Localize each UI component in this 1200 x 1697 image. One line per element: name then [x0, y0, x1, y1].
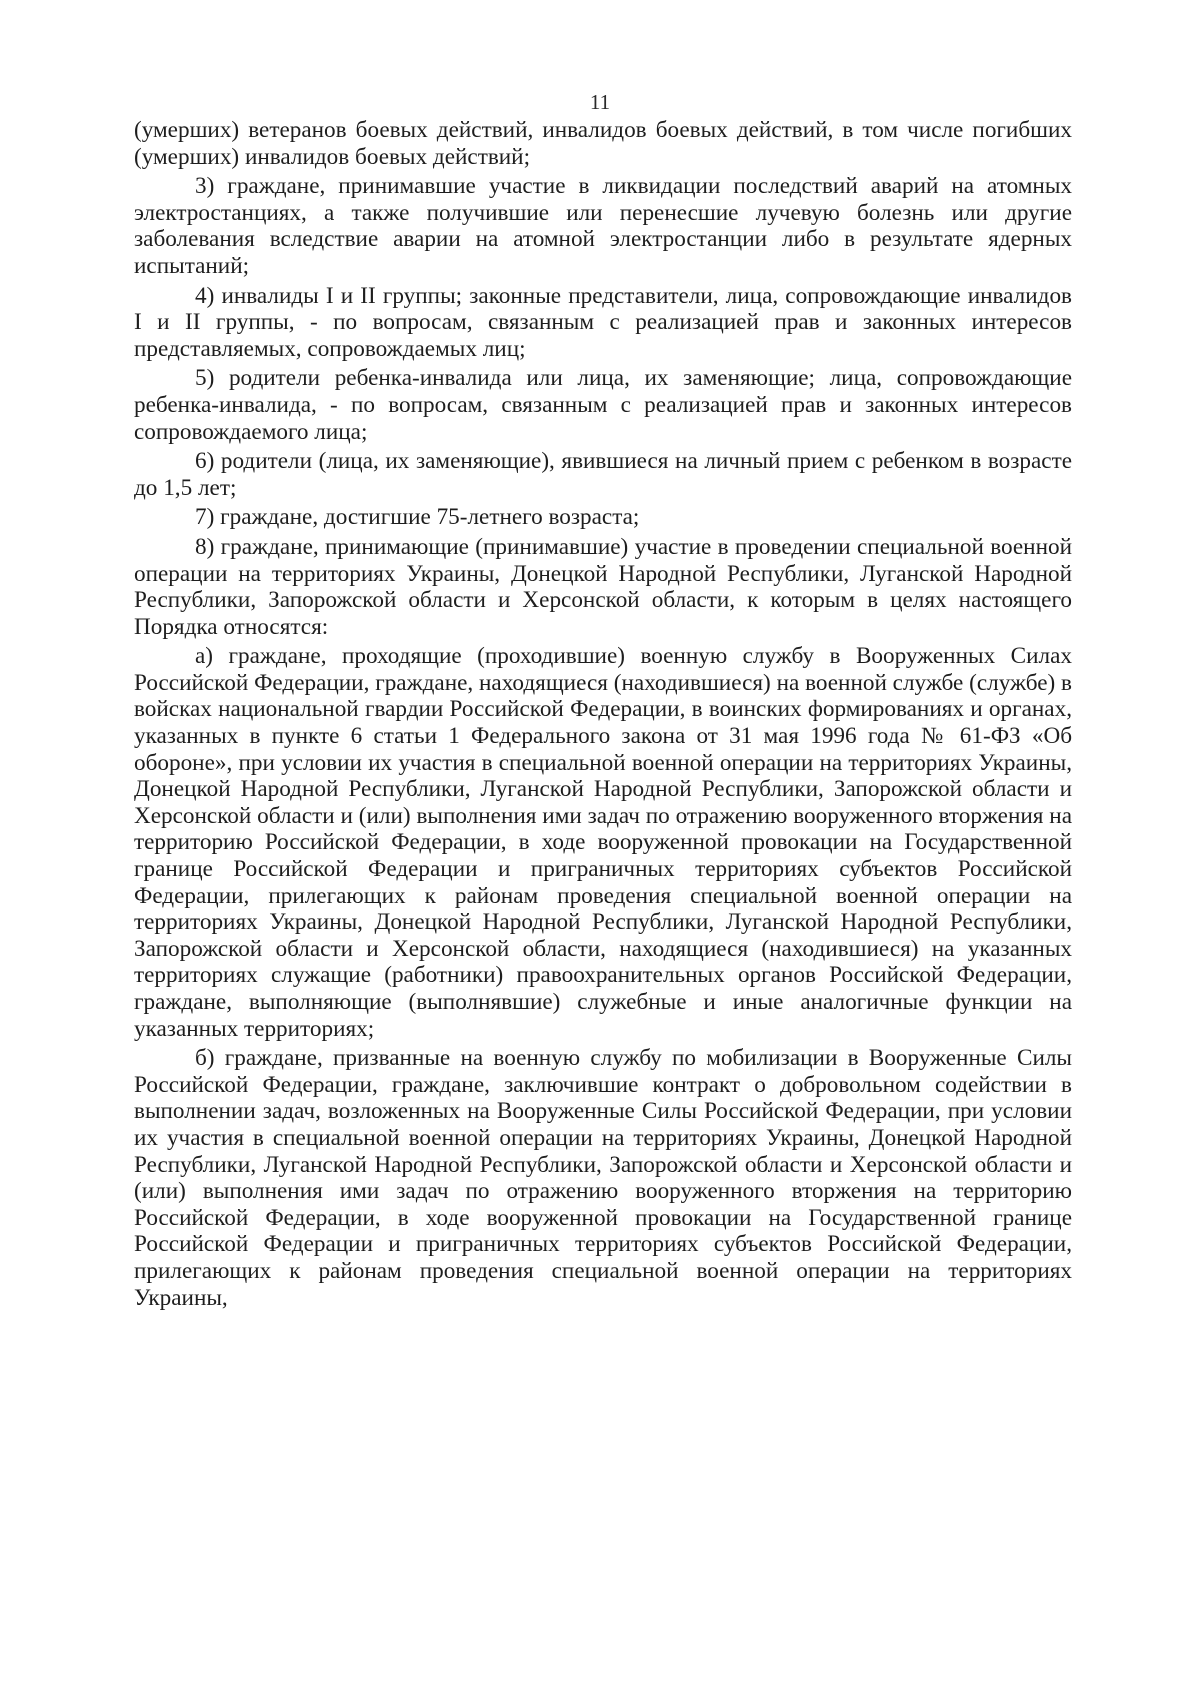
paragraph-item-3: 3) граждане, принимавшие участие в ликвидации последствий аварий на атомных электростанциях, а также получившие или перенесшие лучевую болезнь или другие заболевания вследствие аварии на атомной электростанции либо в результате ядерных испытаний;	[134, 173, 1072, 279]
paragraph-item-6: 6) родители (лица, их заменяющие), явившиеся на личный прием с ребенком в возрасте до 1,5 лет;	[134, 448, 1072, 501]
paragraph-item-5: 5) родители ребенка-инвалида или лица, их заменяющие; лица, сопровождающие ребенка-инвалида, - по вопросам, связанным с реализацией прав и законных интересов сопровождаемого лица;	[134, 365, 1072, 445]
paragraph-subitem-b: б) граждане, призванные на военную службу по мобилизации в Вооруженные Силы Российской Федерации, граждане, заключившие контракт о добровольном содействии в выполнении задач, возложенных на Вооруженные Силы Российской Федерации, при условии их участия в специальной военной операции на территориях Украины, Донецкой Народной Республики, Луганской Народной Республики, Запорожской области и Херсонской области и (или) выполнения ими задач по отражению вооруженного вторжения на территорию Российской Федерации, в ходе вооруженной провокации на Государственной границе Российской Федерации и приграничных территориях субъектов Российской Федерации, прилегающих к районам проведения специальной военной операции на территориях Украины,	[134, 1045, 1072, 1311]
paragraph-item-7: 7) граждане, достигшие 75-летнего возраста;	[195, 504, 640, 531]
page-number: 11	[589, 90, 611, 114]
paragraph-subitem-a: а) граждане, проходящие (проходившие) военную службу в Вооруженных Силах Российской Федерации, граждане, находящиеся (находившиеся) на военной службе (службе) в войсках национальной гвардии Российской Федерации, в воинских формированиях и органах, указанных в пункте 6 статьи 1 Федерального закона от 31 мая 1996 года № 61-ФЗ «Об обороне», при условии их участия в специальной военной операции на территориях Украины, Донецкой Народной Республики, Луганской Народной Республики, Запорожской области и Херсонской области и (или) выполнения ими задач по отражению вооруженного вторжения на территорию Российской Федерации, в ходе вооруженной провокации на Государственной границе Российской Федерации и приграничных территориях субъектов Российской Федерации, прилегающих к районам проведения специальной военной операции на территориях Украины, Донецкой Народной Республики, Луганской Народной Республики, Запорожской области и Херсонской области, находящиеся (находившиеся) на указанных территориях служащие (работники) правоохранительных органов Российской Федерации, граждане, выполняющие (выполнявшие) служебные и иные аналогичные функции на указанных территориях;	[134, 643, 1072, 1042]
paragraph-item-8: 8) граждане, принимающие (принимавшие) участие в проведении специальной военной операции на территориях Украины, Донецкой Народной Республики, Луганской Народной Республики, Запорожской области и Херсонской области, к которым в целях настоящего Порядка относятся:	[134, 533, 1072, 640]
paragraph-continuation: (умерших) ветеранов боевых действий, инвалидов боевых действий, в том числе погибших (умерших) инвалидов боевых действий;	[134, 117, 1072, 170]
paragraph-item-4: 4) инвалиды I и II группы; законные представители, лица, сопровождающие инвалидов I и II группы, - по вопросам, связанным с реализацией прав и законных интересов представляемых, сопровождаемых лиц;	[134, 282, 1072, 362]
document-body	[134, 117, 1072, 1314]
